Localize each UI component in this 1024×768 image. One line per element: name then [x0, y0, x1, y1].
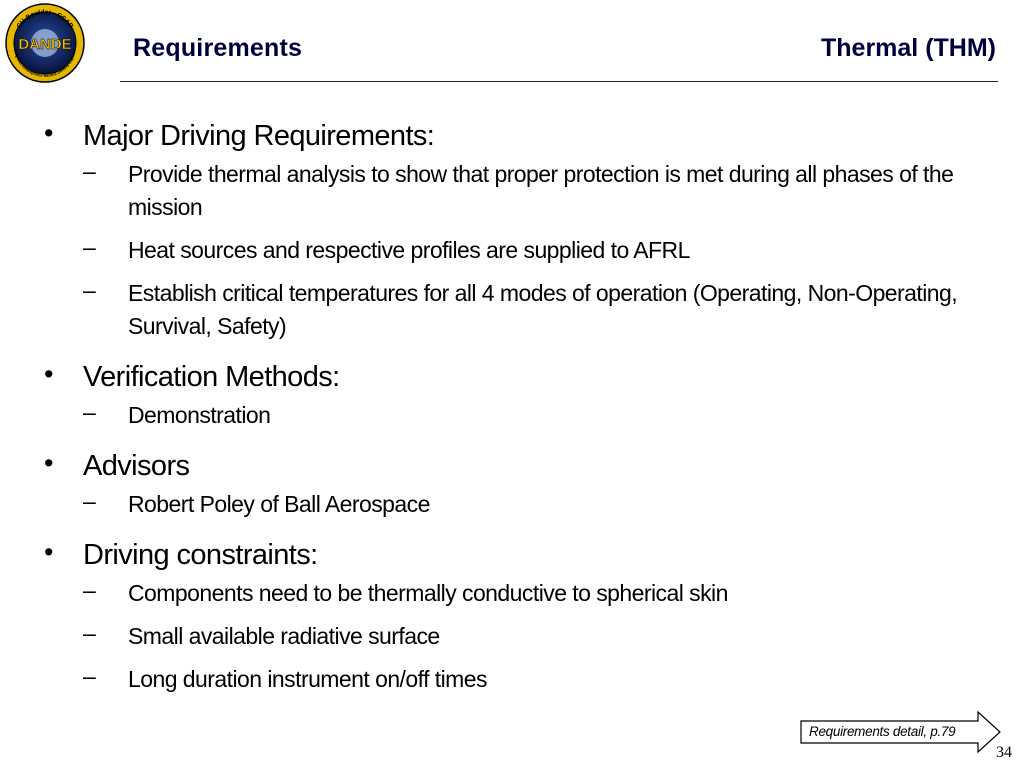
sub-list: [83, 488, 990, 521]
sub-item: [83, 158, 990, 224]
sub-item: [83, 277, 990, 343]
sub-item: [83, 620, 990, 653]
slide-subtitle: Thermal (THM): [821, 34, 996, 62]
dash-marker: –: [83, 158, 96, 184]
bullet-section: [40, 535, 990, 696]
sub-item-text: Robert Poley of Ball Aerospace: [128, 491, 430, 517]
bullet-dot: •: [44, 118, 54, 148]
slide-title: Requirements: [133, 34, 303, 62]
sub-item-text: Demonstration: [128, 402, 271, 428]
callout-label: Requirements detail, p.79: [809, 724, 956, 739]
sub-item-text: Establish critical temperatures for all 4 modes of operation (Operating, Non-Operating, Survival, Safety): [128, 280, 958, 339]
sub-item: [83, 234, 990, 267]
bullet-dot: •: [44, 537, 54, 567]
sub-item: [83, 399, 990, 432]
dash-marker: –: [83, 399, 96, 425]
bullet-title: Advisors: [83, 450, 190, 482]
slide-content: [40, 116, 990, 710]
bullet-section: [40, 446, 990, 521]
bullet-dot: •: [44, 448, 54, 478]
bullet-title: Major Driving Requirements:: [83, 120, 435, 152]
bullet-title: Driving constraints:: [83, 539, 318, 571]
sub-list: [83, 158, 990, 343]
sub-item-text: Heat sources and respective profiles are supplied to AFRL: [128, 237, 690, 263]
dash-marker: –: [83, 620, 96, 646]
sub-item-text: Long duration instrument on/off times: [128, 666, 487, 692]
logo-text-center: DANDE: [18, 36, 72, 53]
bullet-title: Verification Methods:: [83, 361, 340, 393]
dash-marker: –: [83, 663, 96, 689]
dash-marker: –: [83, 234, 96, 260]
dash-marker: –: [83, 277, 96, 303]
bullet-section: [40, 357, 990, 432]
sub-item: [83, 488, 990, 521]
bullet-dot: •: [44, 359, 54, 389]
bullet-section: [40, 116, 990, 343]
page-number: 34: [996, 744, 1012, 761]
sub-item-text: Small available radiative surface: [128, 623, 440, 649]
sub-list: [83, 577, 990, 696]
title-divider: [120, 81, 998, 82]
sub-item-text: Components need to be thermally conductive to spherical skin: [128, 580, 728, 606]
dash-marker: –: [83, 577, 96, 603]
requirements-detail-link[interactable]: [800, 711, 1002, 753]
sub-item-text: Provide thermal analysis to show that proper protection is met during all phases of the mission: [128, 161, 954, 220]
logo-text-bottom: Drag and Atmospheric Neutral Density Explorer: [13, 48, 77, 79]
logo-text-top: CU-Boulder · CCAR: [15, 8, 75, 30]
dash-marker: –: [83, 488, 96, 514]
sub-item: [83, 663, 990, 696]
sub-item: [83, 577, 990, 610]
dande-logo: [4, 2, 86, 84]
sub-list: [83, 399, 990, 432]
